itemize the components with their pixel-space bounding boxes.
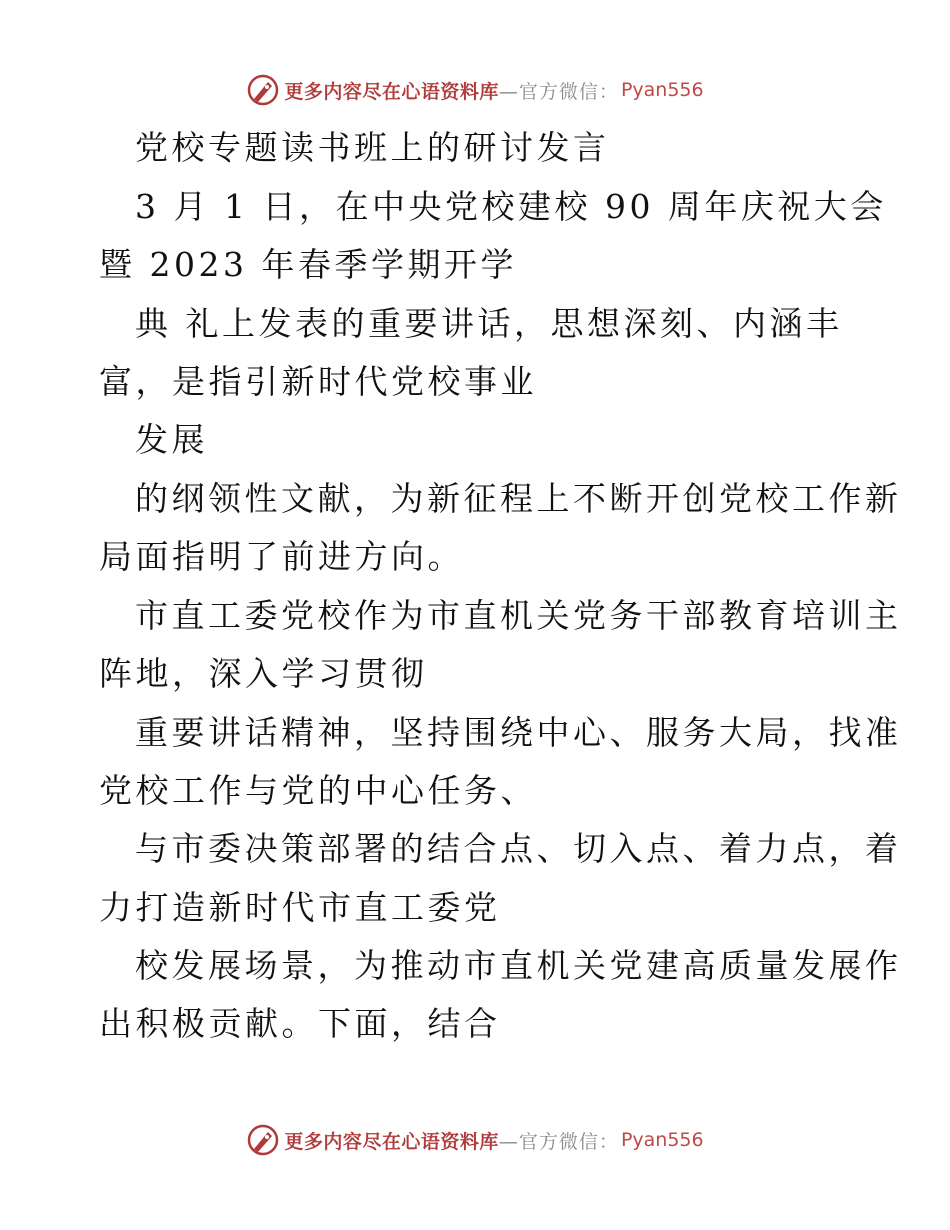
pen-nib-circle-icon	[246, 1123, 280, 1157]
watermark-main-text: 更多内容尽在心语资料库	[284, 80, 499, 103]
paragraph-line: 发展	[135, 420, 208, 459]
paragraph-line: 重要讲话精神，坚持围绕中心、服务大局，找准	[135, 713, 902, 752]
paragraph-line: 暨 2023 年春季学期开学	[99, 245, 517, 284]
paragraph-line: 阵地，深入学习贯彻	[99, 654, 428, 693]
watermark-wechat-id: Pyan556	[620, 79, 704, 101]
pen-nib-circle-icon	[246, 73, 280, 107]
footer-watermark	[0, 1120, 950, 1160]
paragraph-line: 市直工委党校作为市直机关党务干部教育培训主	[135, 596, 902, 635]
document-title: 党校专题读书班上的研讨发言	[135, 128, 610, 167]
paragraph-line: 校发展场景，为推动市直机关党建高质量发展作	[135, 946, 902, 985]
paragraph-line: 党校工作与党的中心任务、	[99, 771, 537, 810]
paragraph-line: 力打造新时代市直工委党	[99, 888, 501, 927]
watermark-separator-text: —官方微信：	[498, 1130, 619, 1153]
watermark-wechat-id: Pyan556	[620, 1129, 704, 1151]
watermark-separator-text: —官方微信：	[498, 80, 619, 103]
paragraph-line: 3 月 1 日，在中央党校建校 90 周年庆祝大会	[135, 187, 887, 226]
paragraph-line: 出积极贡献。下面，结合	[99, 1004, 501, 1043]
paragraph-line: 富，是指引新时代党校事业	[99, 362, 537, 401]
header-watermark	[0, 70, 950, 110]
paragraph-line: 与市委决策部署的结合点、切入点、着力点，着	[135, 829, 902, 868]
paragraph-line: 的纲领性文献，为新征程上不断开创党校工作新	[135, 479, 902, 518]
watermark-main-text: 更多内容尽在心语资料库	[284, 1130, 499, 1153]
paragraph-line: 典 礼上发表的重要讲话，思想深刻、内涵丰	[135, 304, 843, 343]
paragraph-line: 局面指明了前进方向。	[99, 537, 464, 576]
